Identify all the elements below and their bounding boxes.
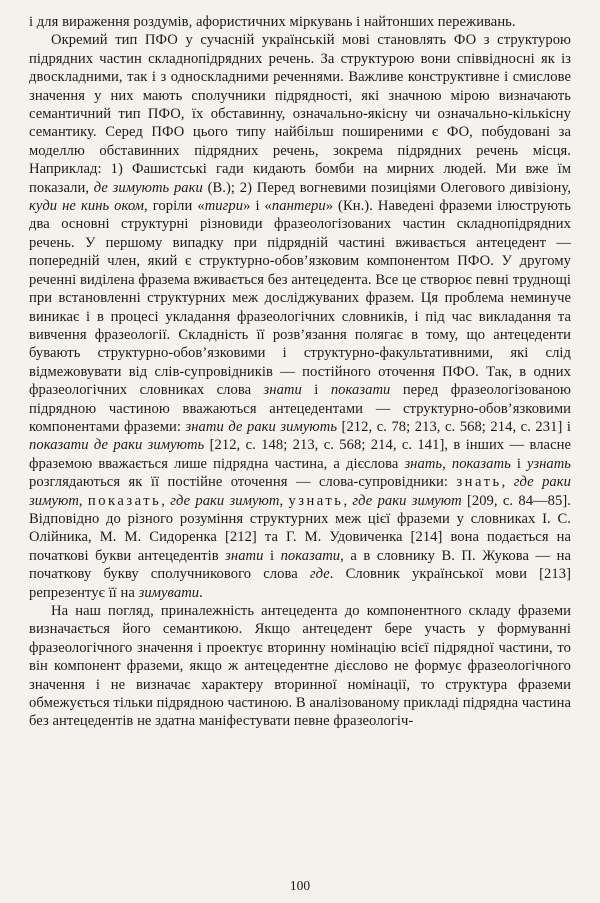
italic-segment: узнать	[527, 455, 571, 472]
italic-segment: показати	[280, 547, 341, 564]
italic-segment: тигри	[204, 198, 244, 215]
italic-segment: где раки зимуют	[29, 474, 571, 509]
italic-segment: где раки зимуют	[170, 492, 280, 509]
italic-segment: показати	[330, 382, 391, 399]
italic-segment: зимувати	[138, 584, 200, 601]
letterspaced-segment: знать	[456, 474, 502, 491]
italic-segment: где	[309, 566, 330, 583]
italic-segment: показати де раки зимують	[29, 437, 205, 454]
letterspaced-segment: показать	[87, 492, 162, 509]
italic-segment: пантери	[271, 198, 326, 215]
italic-segment: де зимують раки	[93, 179, 203, 196]
italic-segment: знать, показать	[404, 455, 511, 472]
page-number: 100	[289, 878, 311, 893]
italic-segment: знати	[225, 547, 264, 564]
italic-segment: знати де раки зимують	[185, 418, 338, 435]
paragraph: і для вираження роздумів, афористичних міркувань і найтонших переживань.	[29, 14, 516, 30]
italic-segment: где раки зимуют	[352, 492, 462, 509]
body-text	[29, 13, 571, 731]
letterspaced-segment: узнать	[288, 492, 344, 509]
italic-segment: куди не кинь оком	[29, 198, 144, 215]
paragraph: Окремий тип ПФО у сучасній українській мові становлять ФО з структурою підрядних частин складнопідрядних речень. За структурою вони співвідносні як із двоскладними, так і з односкладними реченнями. Важливе конструктивне і смислове значення у них мають сполучники підрядності, які значною мірою визначають семантичний тип ПФО, їх обставинну, означально-якісну чи означально-кількісну семантику. Серед ПФО цього типу найбільш поширеними є ФО, побудовані за моделлю обставинних підрядних речень, зокрема підрядних речень місця. Наприклад: 1) Фашистські гади кидають бомби на мирних людей. Ми вже їм показали, де зимують раки (В.); 2) Перед вогневими позиціями Олегового дивізіону, куди не кинь оком, горіли «тигри» і «пантери» (Кн.). Наведені фраземи ілюструють два основні структурні різновиди фразеологізованих частин складнопідрядних речень. У першому випадку при підрядній частині вживається антецедент — попередній член, який є структурно-обов’язковим компонентом ПФО. У другому реченні виділена фразема вживається без антецедента. Все це створює певні труднощі при встановленні структурних меж досліджуваних фразем. Ця проблема неминуче виникає і в процесі укладання фразеологічних словників, і під час викладання та вивчення фразеології. Складність її розв’язання полягає в тому, що антецеденти бувають структурно-обов’язковими і структурно-факультативними, які слід відмежовувати від слів-супровідників — постійного оточення ПФО. Так, в одних фразеологічних словниках слова знати і показати перед фразеологізованою підрядною частиною вважаються антецедентами — структурно-обов’язковими компонентами фраземи: знати де раки зимують [212, с. 78; 213, с. 568; 214, с. 231] і показати де раки зимують [212, с. 148; 213, с. 568; 214, с. 141], в інших — власне фраземою вважається лише підрядна частина, а дієслова знать, показать і узнать розглядаються як її постійне оточення — слова-супровідники: знать, где раки зимуют, показать, где раки зимуют, узнать, где раки зимуют [209, с. 84—85]. Відповідно до різного розуміння структурних меж цієї фраземи у словниках І. С. Олійника, М. М. Сидоренка [212] та Г. М. Удовиченка [214] вона подається на початкові букви антецедентів знати і показати, а в словнику В. П. Жукова — на початкову букву сполучникового слова где. Словник української мови [213] репрезентує її на зимувати.	[29, 32, 572, 601]
paragraph: На наш погляд, приналежність антецедента до компонентного складу фраземи визначається його семантикою. Якщо антецедент бере участь у формуванні фразеологічного значення і проектує вторинну номінацію всієї підрядної частини, то він компонент фраземи, якщо ж антецедентне дієслово не формує фразеологічного значення і не визначає характеру вторинної номінації, то структура фраземи обмежується тільки підрядною частиною. В аналізованому прикладі підрядна частина без антецедентів не здатна маніфестувати певне фразеологіч-	[29, 603, 571, 730]
italic-segment: знати	[263, 382, 302, 399]
